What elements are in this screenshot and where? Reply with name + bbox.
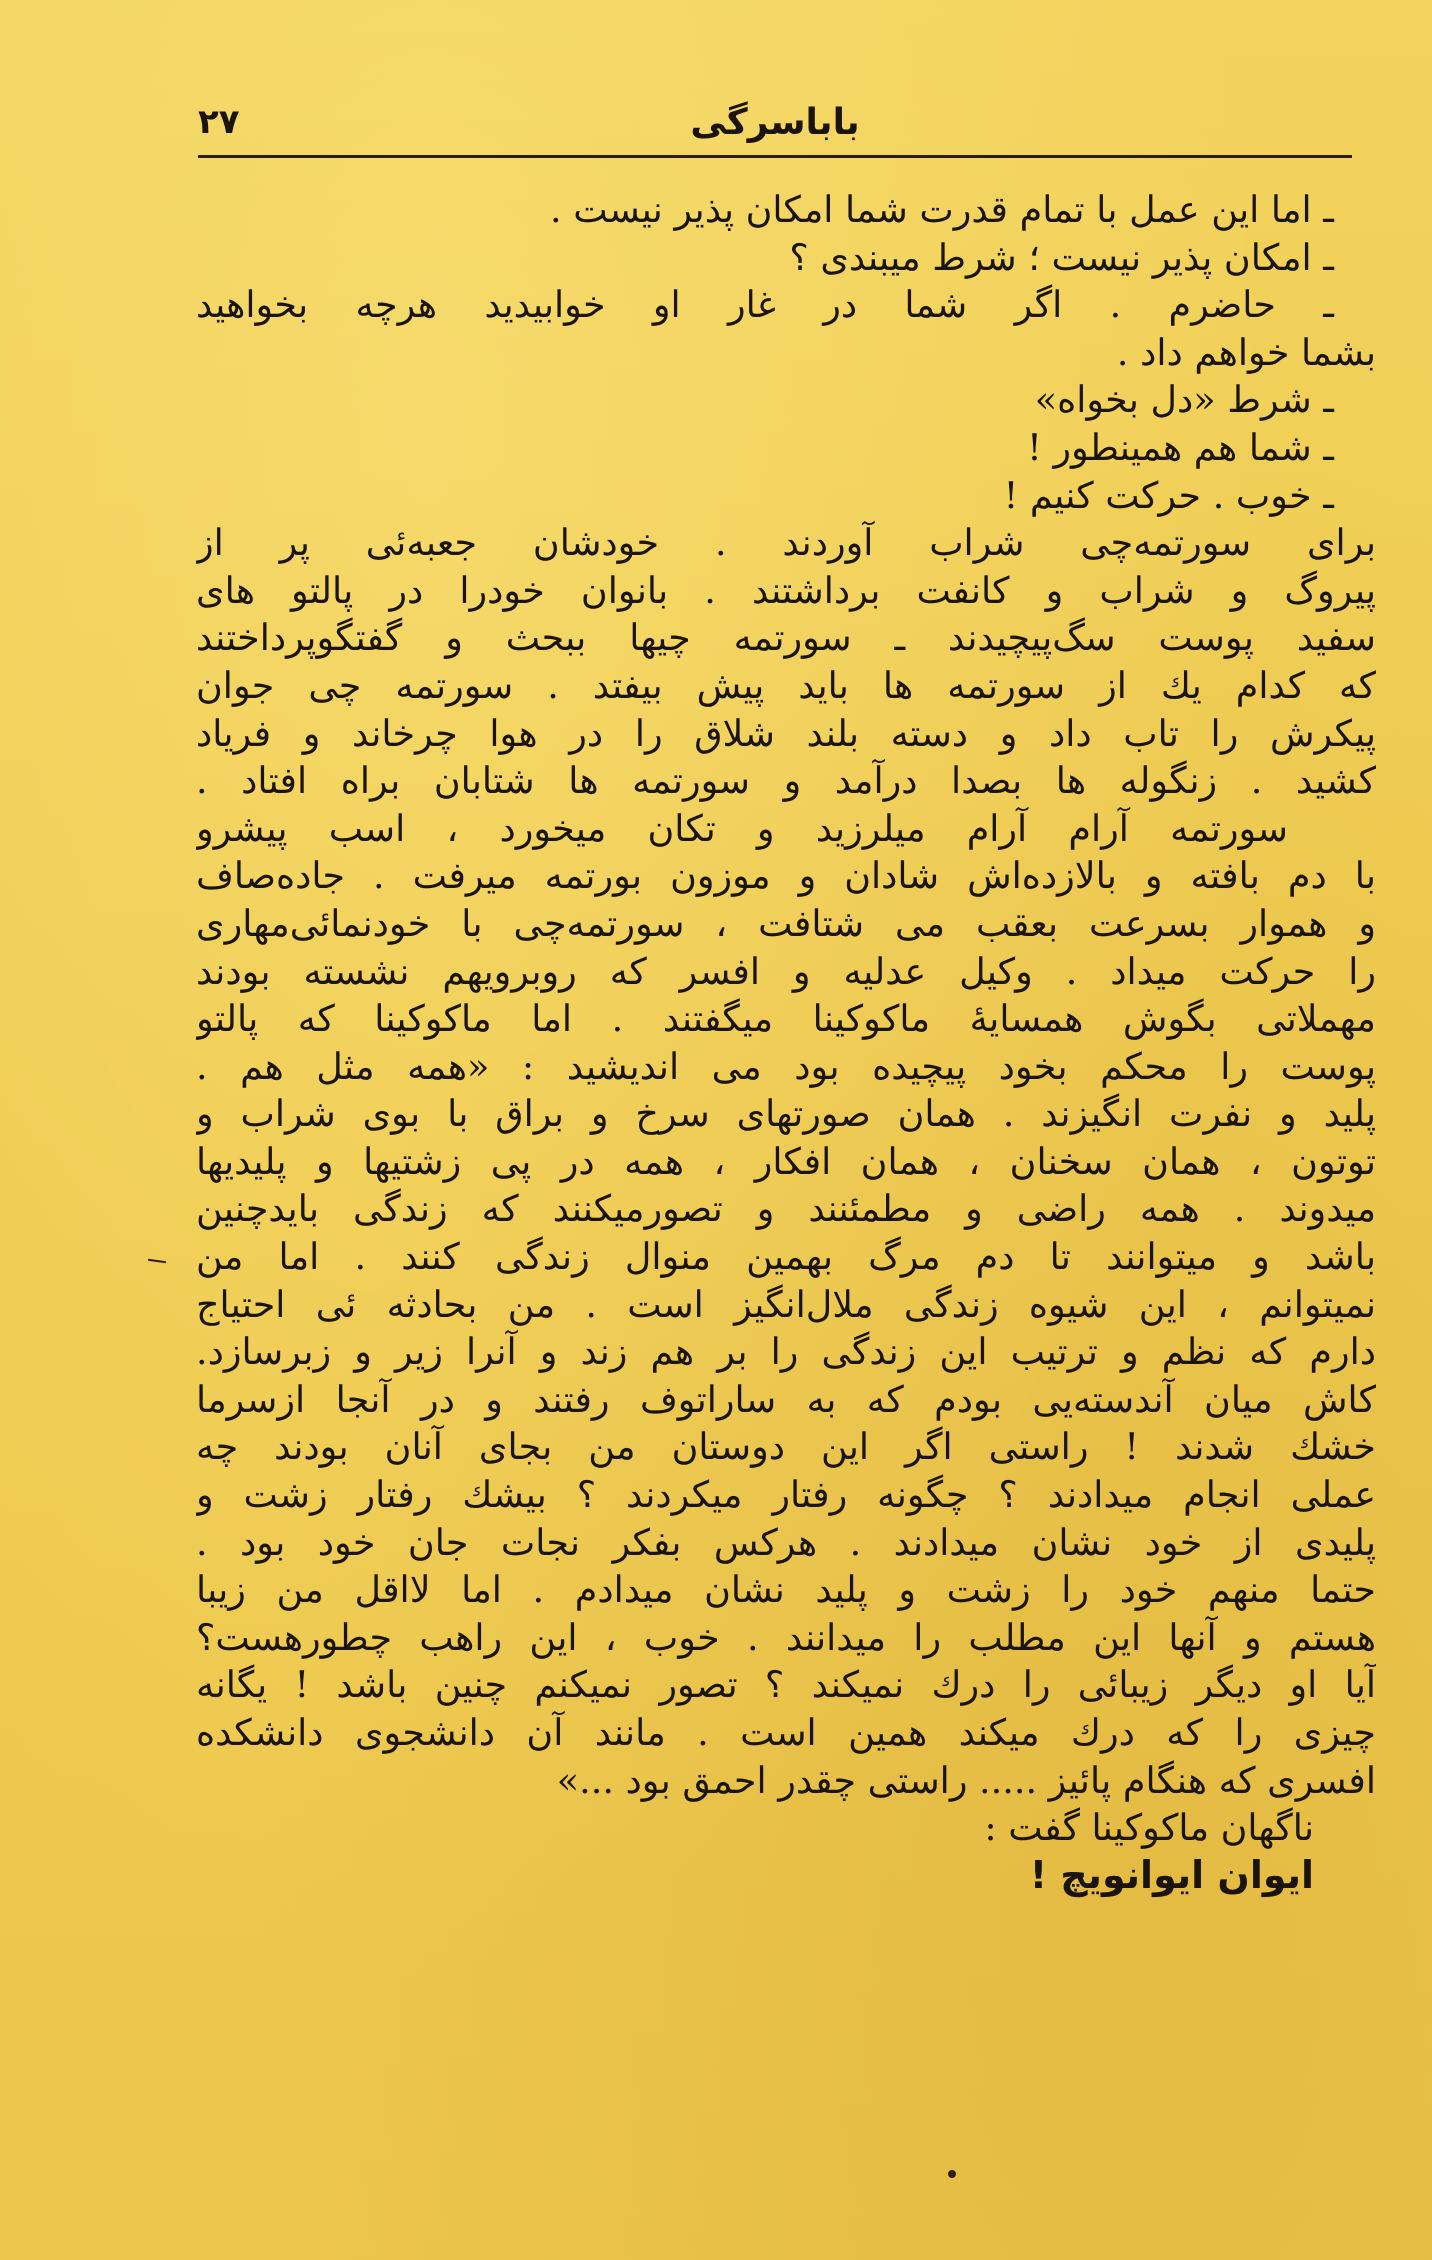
text-line: کشید . زنگوله ها بصدا درآمد و سورتمه ها شتابان براه افتاد . [196,759,1376,803]
text-line: مهملاتی بگوش همسایهٔ ماکوکینا میگفتند . اما ماکوکینا که پالتو [196,997,1376,1041]
text-line: ناگهان ماکوکینا گفت : [984,1806,1314,1850]
header-rule [198,155,1352,158]
page-number: ۲۷ [198,102,240,142]
text-line: ـ اما این عمل با تمام قدرت شما امکان پذیر نیست . [550,188,1334,231]
text-line: ـ حاضرم . اگر شما در غار او خوابیدید هرچه بخواهید [196,283,1334,327]
text-line: کاش میان آندسته‌یی بودم که به ساراتوف رفتند و در آنجا ازسرما [196,1377,1376,1421]
text-line: پلید و نفرت انگیزند . همان صورتهای سرخ و براق با بوی شراب و [196,1092,1376,1136]
text-line: توتون ، همان سخنان ، همان افکار ، همه در پی زشتیها و پلیدیها [196,1139,1376,1183]
text-line: ـ شما هم همینطور ! [1027,425,1334,469]
text-line: دارم که نظم و ترتیب این زندگی را بر هم زند و آنرا زیر و زبرسازد. [196,1330,1376,1374]
text-line: برای سورتمه‌چی شراب آوردند . خودشان جعبه‌ئی پر از [196,521,1376,565]
text-line: پیکرش را تاب داد و دسته بلند شلاق را در هوا چرخاند و فریاد [196,711,1376,755]
text-line: چیزی را که درك میکند همین است . مانند آن دانشجوی دانشکده [196,1711,1376,1754]
page-dot [948,2170,956,2178]
text-line: پیروگ و شراب و کانفت برداشتند . بانوان خودرا در پالتو های [196,568,1376,612]
text-line: پوست را محکم بخود پیچیده بود می اندیشید : «همه مثل هم . [196,1044,1376,1088]
text-line: حتما منهم خود را زشت و پلید نشان میدادم . اما لااقل من زیبا [196,1568,1376,1612]
text-line: ـ شرط «دل بخواه» [1034,378,1334,422]
text-line: که کدام یك از سورتمه ها باید پیش بیفتد . سورتمه چی جوان [196,663,1376,707]
body-text [196,186,1376,1899]
text-line: بشما خواهم داد . [1116,330,1376,374]
text-line: نمیتوانم ، این شیوه زندگی ملال‌انگیز است . من بحادثه ئی احتیاج [196,1282,1376,1326]
text-line: ـ خوب . حرکت کنیم ! [1003,473,1334,517]
text-line: هستم و آنها این مطلب را میدانند . خوب ، این راهب چطورهست؟ [196,1615,1376,1659]
text-line: باشد و میتوانند تا دم مرگ بهمین منوال زندگی کنند . اما من [196,1235,1376,1279]
text-line: با دم بافته و بالازده‌اش شادان و موزون بورتمه میرفت . جاده‌صاف [196,854,1376,898]
text-line: افسری که هنگام پائیز ..... راستی چقدر احمق بود ...» [556,1758,1376,1802]
text-line: سورتمه آرام آرام میلرزید و تکان میخورد ، اسب پیشرو [196,806,1288,850]
text-line: سفید پوست سگ‌پیچیدند ـ سورتمه چیها ببحث و گفتگوپرداختند [196,616,1376,660]
text-line: خشك شدند ! راستی اگر این دوستان من بجای آنان بودند چه [196,1425,1376,1469]
text-line: ـ امکان پذیر نیست ؛ شرط میبندی ؟ [789,235,1334,279]
text-line: و هموار بسرعت بعقب می شتافت ، سورتمه‌چی با خودنمائی‌مهاری [196,901,1376,945]
text-line: میدوند . همه راضی و مطمئنند و تصورمیکنند که زندگی بایدچنین [196,1187,1376,1231]
text-line: پلیدی از خود نشان میدادند . هرکس بفکر نجات جان خود بود . [196,1520,1376,1564]
margin-mark [148,1259,166,1263]
text-line: آیا او دیگر زیبائی را درك نمیکند ؟ تصور نمیکنم چنین باشد ! یگانه [196,1663,1376,1707]
text-line-emphasis: ایوان ایوانویچ ! [1029,1852,1314,1897]
running-title: باباسرگی [690,102,860,143]
text-line: عملی انجام میدادند ؟ چگونه رفتار میکردند ؟ بیشك رفتار زشت و [196,1473,1376,1517]
text-line: را حرکت میداد . وکیل عدلیه و افسر که روبرویهم نشسته بودند [196,949,1376,993]
page-header [198,102,1352,152]
